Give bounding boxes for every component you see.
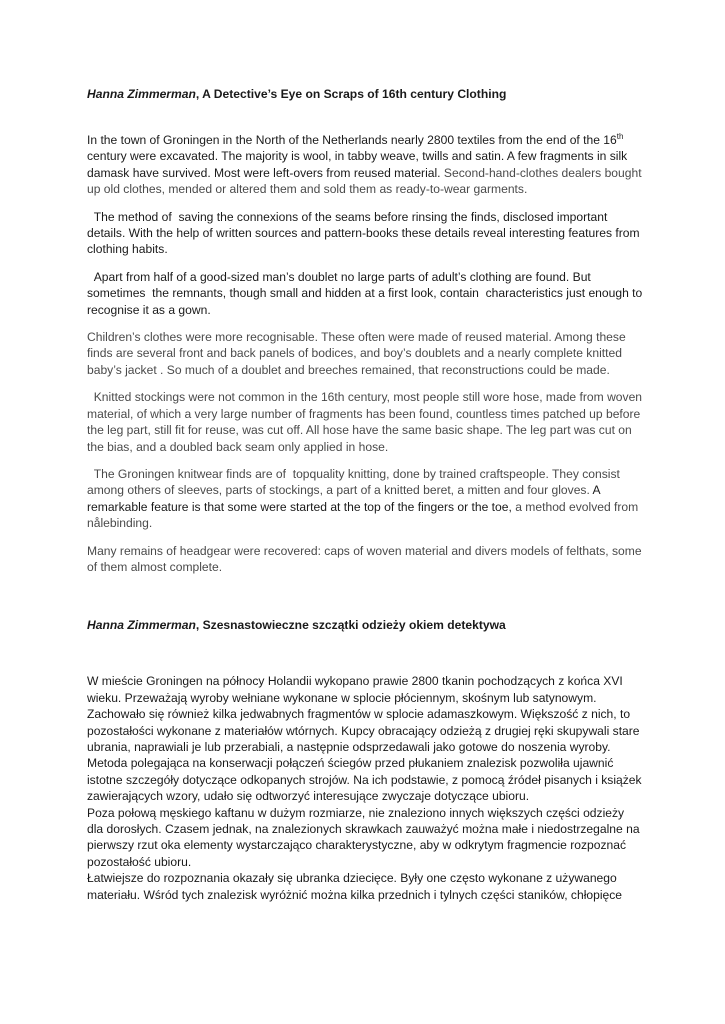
english-paragraph-1-part-c: Second-hand-clothes dealers bought up old clothes, mended or altered them and sold them as ready-to-wear garments. — [87, 165, 642, 197]
english-paragraph-6-part-b: A remarkable feature is that some were started at the top of the fingers or the toe, — [87, 483, 604, 514]
english-title — [87, 86, 643, 102]
polish-paragraph-1: W mieście Groningen na północy Holandii wykopano prawie 2800 tkanin pochodzących z końca XVI wieku. Przeważają wyroby wełniane wykonane w splocie płóciennym, skośnym lub satynowym. Zachowało się również kilka jedwabnych fragmentów w splocie adamaszkowym. Większość z nich, to pozostałości wykonane z materiałów wtórnych. Kupcy obracający odzieżą z drugiej ręki skupywali stare ubrania, naprawiali je lub przerabiali, a następnie odsprzedawali jako gotowe do noszenia wyroby. — [87, 674, 640, 754]
english-paragraph-5: Knitted stockings were not common in the 16th century, most people still wore hose, made from woven material, of which a very large number of fragments has been found, countless times patched up before the leg part, still fit for reuse, was cut off. All hose have the same basic shape. The leg part was cut on the bias, and a doubled back seam only applied in hose. — [87, 390, 646, 454]
polish-paragraph-2: Metoda polegająca na konserwacji połączeń ściegów przed płukaniem znalezisk pozwoliła ujawnić istotne szczegóły dotyczące odkopanych strojów. Na ich podstawie, z pomocą źródeł pisanych i książek zawierających wzory, udało się odtworzyć interesujące zwyczaje dotyczące ubioru. — [87, 756, 642, 804]
english-paragraph-1 — [87, 132, 643, 198]
english-paragraph-6-part-c: a method evolved from nålebinding. — [87, 499, 642, 531]
polish-title-text: , Szesnastowieczne szczątki odzieży okiem detektywa — [195, 618, 506, 633]
polish-title-author: Hanna Zimmerman — [87, 618, 196, 633]
english-paragraph-4: Children’s clothes were more recognisable. These often were made of reused material. Among these finds are several front and back panels of bodices, and boy’s doublets and a nearly complete knitted baby’s jacket . So much of a doublet and breeches remained, that reconstructions could be made. — [87, 330, 626, 377]
english-paragraph-2: The method of saving the connexions of the seams before rinsing the finds, disclosed important details. With the help of written sources and pattern-books these details reveal interesting features from clothing habits. — [87, 209, 643, 257]
english-paragraph-1-part-a: In the town of Groningen in the North of the Netherlands nearly 2800 textiles from the end of the 16 — [87, 133, 617, 147]
english-paragraph-3: Apart from half of a good-sized man’s doublet no large parts of adult’s clothing are found. But sometimes the remnants, though small and hidden at a first look, contain characteristics just enough to recognise it as a gown. — [87, 269, 646, 317]
document-page — [87, 86, 646, 903]
english-paragraph-6 — [87, 466, 643, 532]
english-paragraph-1-part-b: century were excavated. The majority is wool, in tabby weave, twills and satin. A few fragments in silk damask have survived. Most were left-overs from reused material. — [87, 149, 628, 180]
english-title-author: Hanna Zimmerman — [87, 87, 196, 101]
english-paragraph-6-part-a: The Groningen knitwear finds are of topquality knitting, done by trained craftspeople. They consist among others of sleeves, parts of stockings, a part of a knitted beret, a mitten and four gloves. — [87, 466, 624, 498]
english-title-text: , A Detective’s Eye on Scraps of 16th century Clothing — [195, 87, 507, 101]
polish-paragraph-3: Poza połową męskiego kaftanu w dużym rozmiarze, nie znaleziono innych większych części odzieży dla dorosłych. Czasem jednak, na znalezionych skrawkach zauważyć można małe i niedostrzegalne na pierwszy rzut oka elementy wystarczająco charakterystyczne, aby w odkrytym fragmencie rozpoznać pozostałość ubioru. — [87, 805, 640, 869]
polish-paragraph-4: Łatwiejsze do rozpoznania okazały się ubranka dziecięce. Były one często wykonane z używanego materiału. Wśród tych znalezisk wyróżnić można kilka przednich i tylnych części staników, chłopięce — [87, 871, 623, 902]
english-paragraph-7: Many remains of headgear were recovered: caps of woven material and divers models of felthats, some of them almost complete. — [87, 543, 642, 574]
polish-title — [87, 617, 643, 633]
century-superscript: th — [616, 131, 624, 141]
